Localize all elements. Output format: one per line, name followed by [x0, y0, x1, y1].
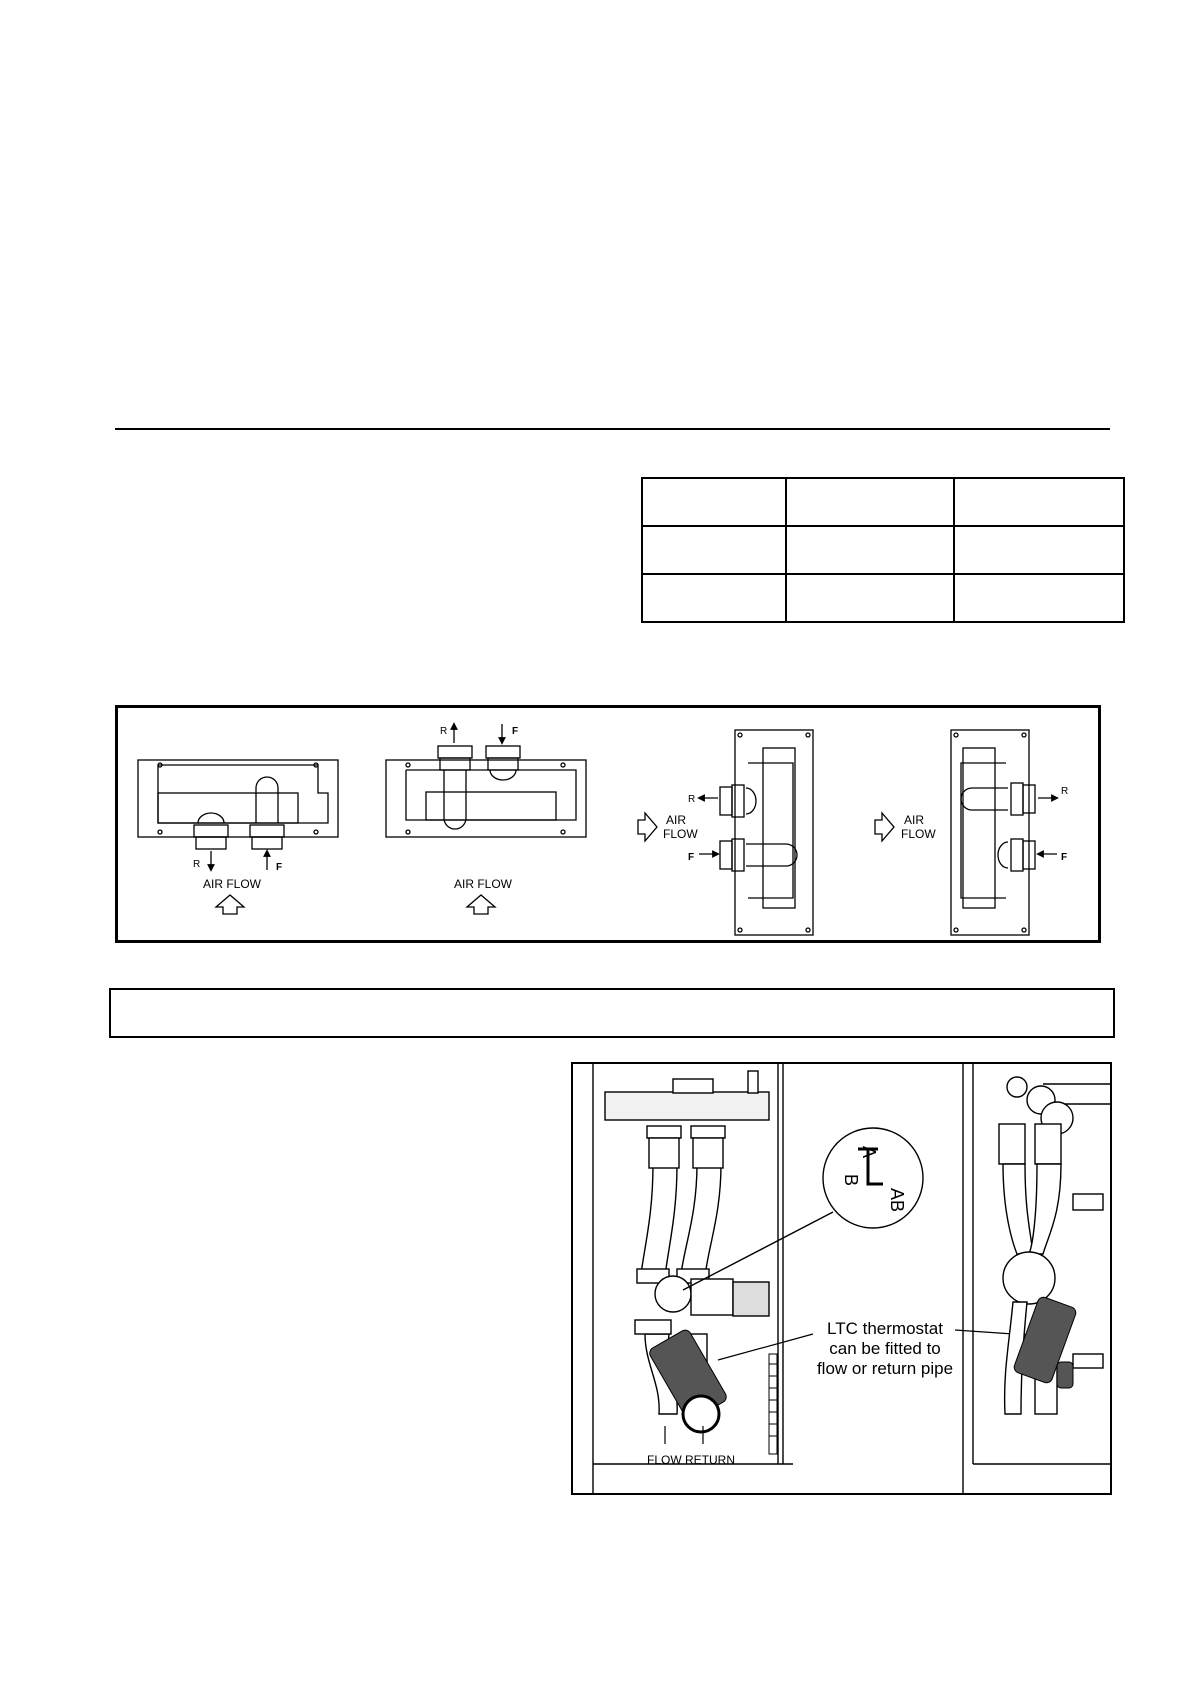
table-cell	[954, 478, 1124, 526]
return-label: R	[1061, 786, 1069, 797]
table-row	[642, 478, 1124, 526]
air-label: AIR	[666, 813, 687, 827]
table-cell	[642, 526, 786, 574]
flow-label: F	[512, 726, 519, 737]
empty-table	[641, 477, 1125, 623]
callout-line-2: can be fitted to	[829, 1339, 941, 1358]
table-cell	[954, 526, 1124, 574]
return-label: R	[440, 726, 448, 737]
flow-label: F	[1061, 852, 1068, 863]
table-cell	[786, 574, 954, 622]
table-cell	[642, 478, 786, 526]
heat-exchanger-fins	[769, 1354, 777, 1454]
callout-line-3: flow or return pipe	[816, 1359, 954, 1378]
table-cell	[786, 526, 954, 574]
coil-orientation-figure	[115, 705, 1101, 943]
table-cell	[786, 478, 954, 526]
table-cell	[954, 574, 1124, 622]
return-label: R	[193, 859, 201, 870]
valve-installation-figure	[571, 1062, 1112, 1495]
flow-return-label: FLOW RETURN	[647, 1453, 735, 1467]
table-row	[642, 526, 1124, 574]
callout-line-1: LTC thermostat	[827, 1319, 943, 1338]
table-cell	[642, 574, 786, 622]
valve-port-a-label: A	[859, 1146, 879, 1159]
table-row	[642, 574, 1124, 622]
horizontal-rule	[115, 428, 1110, 430]
coil-orientation-diagram	[118, 708, 1098, 940]
empty-heading-bar	[109, 988, 1115, 1038]
flow-word-label: FLOW	[663, 827, 698, 841]
air-flow-label: AIR FLOW	[453, 877, 513, 891]
valve-port-b-label: B	[841, 1174, 861, 1187]
valve-installation-diagram	[573, 1064, 1110, 1493]
flow-label: F	[688, 852, 695, 863]
flow-label: F	[276, 862, 283, 873]
return-label: R	[688, 794, 696, 805]
air-label: AIR	[904, 813, 925, 827]
air-flow-label: AIR FLOW	[202, 877, 262, 891]
valve-port-ab-label: AB	[887, 1188, 907, 1213]
flow-word-label: FLOW	[901, 827, 936, 841]
